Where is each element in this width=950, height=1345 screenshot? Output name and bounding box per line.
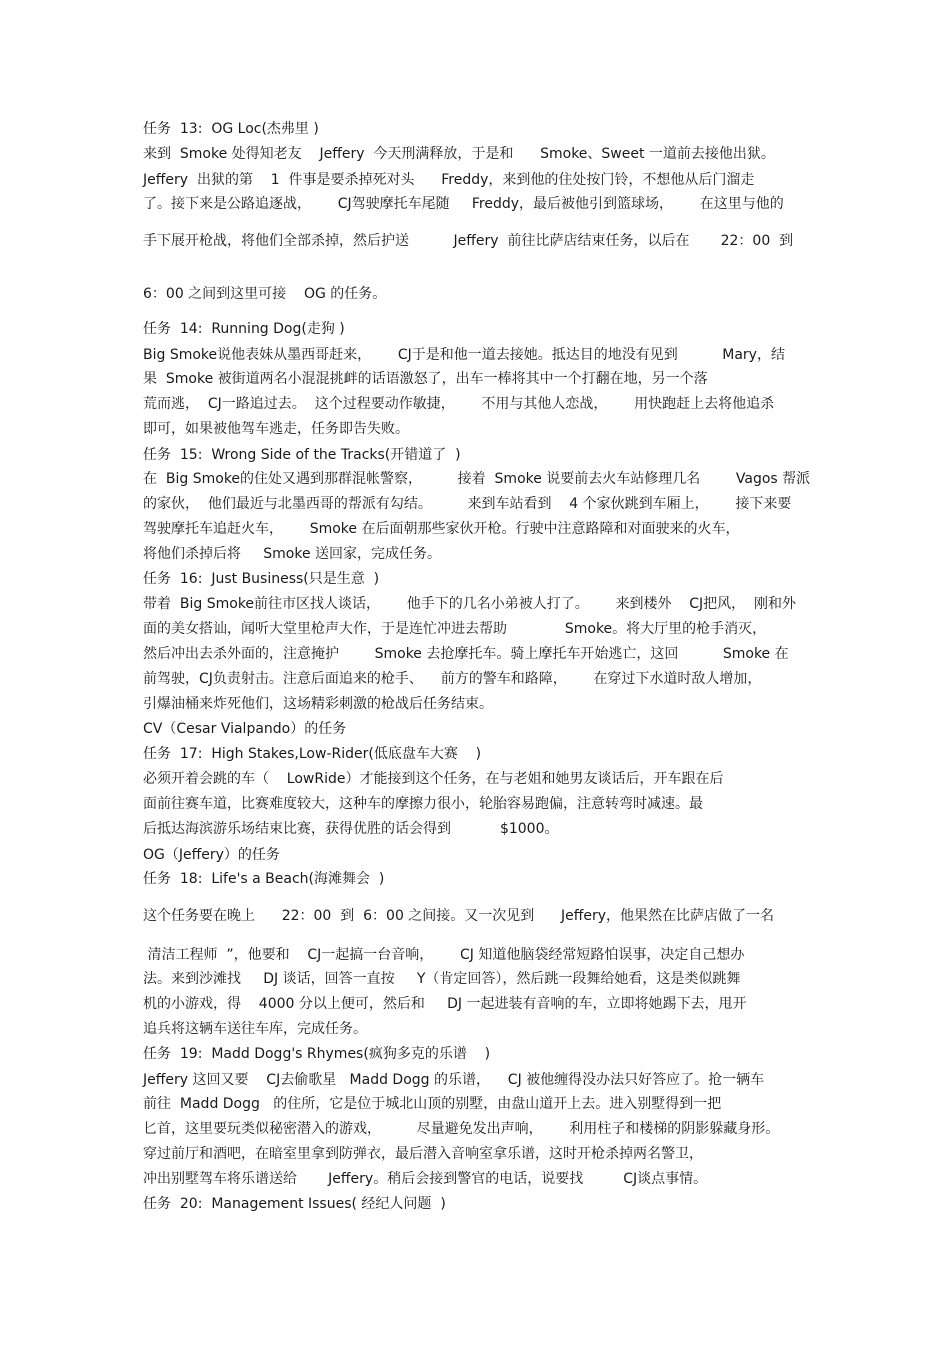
paragraph-line: 手下展开枪战，将他们全部杀掉，然后护送 Jeffery 前往比萨店结束任务，以后在 22：00 到 [143,233,794,249]
paragraph-line: 在 Big Smoke的住处又遇到那群混帐警察， 接着 Smoke 说要前去火车站修理几名 Vagos 帮派 [143,471,811,487]
paragraph-line: 的家伙， 他们最近与北墨西哥的帮派有勾结。 来到车站看到 4 个家伙跳到车厢上， 接下来要 [143,496,792,512]
mission-19-heading: 任务 19: Madd Dogg's Rhymes(疯狗多克的乐谱 ) [143,1046,491,1062]
paragraph-line: 穿过前厅和酒吧，在暗室里拿到防弹衣，最后潜入音响室拿乐谱，这时开枪杀掉两名警卫， [143,1146,703,1162]
paragraph-line: Big Smoke说他表妹从墨西哥赶来， CJ于是和他一道去接她。抵达目的地没有见到 Mary，结 [143,347,785,363]
mission-13-heading: 任务 13: OG Loc(杰弗里 ) [143,121,319,137]
mission-16-heading: 任务 16: Just Business(只是生意 ) [143,571,380,587]
paragraph-line: 追兵将这辆车送往车库，完成任务。 [143,1021,367,1037]
paragraph-line: 面的美女搭讪，闻听大堂里枪声大作，于是连忙冲进去帮助 Smoke。将大厅里的枪手消灭， [143,621,767,637]
paragraph-line: 这个任务要在晚上 22：00 到 6：00 之间接。又一次见到 Jeffery，他果然在比萨店做了一名 [143,908,775,924]
paragraph-line: Jeffery 这回又要 CJ去偷歌星 Madd Dogg 的乐谱， CJ 被他缠得没办法只好答应了。抢一辆车 [143,1072,765,1088]
paragraph-line: 清洁工程师 ”，他要和 CJ一起搞一台音响， CJ 知道他脑袋经常短路怕误事，决定自己想办 [143,947,745,963]
mission-17-heading: 任务 17: High Stakes,Low-Rider(低底盘车大赛 ) [143,746,482,762]
mission-15-heading: 任务 15: Wrong Side of the Tracks(开错道了 ) [143,447,461,463]
paragraph-line: 即可，如果被他驾车逃走，任务即告失败。 [143,421,409,437]
paragraph-line: 了。接下来是公路追逐战， CJ驾驶摩托车尾随 Freddy，最后被他引到篮球场， 在这里与他的 [143,196,784,212]
paragraph-line: 然后冲出去杀外面的，注意掩护 Smoke 去抢摩托车。骑上摩托车开始逃亡，这回 Smoke 在 [143,646,789,662]
paragraph-line: 必须开着会跳的车（ LowRide）才能接到这个任务，在与老姐和她男友谈话后，开车跟在后 [143,771,724,787]
paragraph-line: Jeffery 出狱的第 1 件事是要杀掉死对头 Freddy，来到他的住处按门铃，不想他从后门溜走 [143,172,755,188]
paragraph-line: 前驾驶，CJ负责射击。注意后面追来的枪手、 前方的警车和路障， 在穿过下水道时敌人增加， [143,671,762,687]
paragraph-line: 匕首，这里要玩类似秘密潜入的游戏， 尽量避免发出声响， 利用柱子和楼梯的阴影躲藏身形。 [143,1121,780,1137]
paragraph-line: 荒而逃， CJ一路追过去。 这个过程要动作敏捷， 不用与其他人恋战， 用快跑赶上去将他追杀 [143,396,775,412]
mission-14-heading: 任务 14: Running Dog(走狗 ) [143,321,345,337]
paragraph-line: 带着 Big Smoke前往市区找人谈话， 他手下的几名小弟被人打了。 来到楼外 CJ把风， 刚和外 [143,596,797,612]
paragraph-line: 面前往赛车道，比赛难度较大，这种车的摩擦力很小，轮胎容易跑偏，注意转弯时减速。最 [143,796,703,812]
cv-section-heading: CV（Cesar Vialpando）的任务 [143,721,347,737]
paragraph-line: 来到 Smoke 处得知老友 Jeffery 今天刑满释放，于是和 Smoke、Sweet 一道前去接他出狱。 [143,146,775,162]
paragraph-line: 将他们杀掉后将 Smoke 送回家，完成任务。 [143,546,442,562]
og-section-heading: OG（Jeffery）的任务 [143,847,280,863]
paragraph-line: 驾驶摩托车追赶火车， Smoke 在后面朝那些家伙开枪。行驶中注意路障和对面驶来的火车， [143,521,740,537]
paragraph-line: 前往 Madd Dogg 的住所，它是位于城北山顶的别墅，由盘山道开上去。进入别墅得到一把 [143,1096,722,1112]
paragraph-line: 6：00 之间到这里可接 OG 的任务。 [143,286,387,302]
paragraph-line: 机的小游戏，得 4000 分以上便可，然后和 DJ 一起进装有音响的车，立即将她踢下去，甩开 [143,996,747,1012]
paragraph-line: 果 Smoke 被街道两名小混混挑衅的话语激怒了，出车一棒将其中一个打翻在地，另一个落 [143,371,708,387]
mission-20-heading: 任务 20: Management Issues( 经纪人问题 ) [143,1196,446,1212]
mission-18-heading: 任务 18: Life's a Beach(海滩舞会 ) [143,871,385,887]
paragraph-line: 法。来到沙滩找 DJ 谈话，回答一直按 Y（肯定回答），然后跳一段舞给她看，这是类似跳舞 [143,971,741,987]
paragraph-line: 后抵达海滨游乐场结束比赛，获得优胜的话会得到 $1000。 [143,821,559,837]
paragraph-line: 引爆油桶来炸死他们，这场精彩刺激的枪战后任务结束。 [143,696,493,712]
paragraph-line: 冲出别墅驾车将乐谱送给 Jeffery。稍后会接到警官的电话，说要找 CJ谈点事情。 [143,1171,708,1187]
